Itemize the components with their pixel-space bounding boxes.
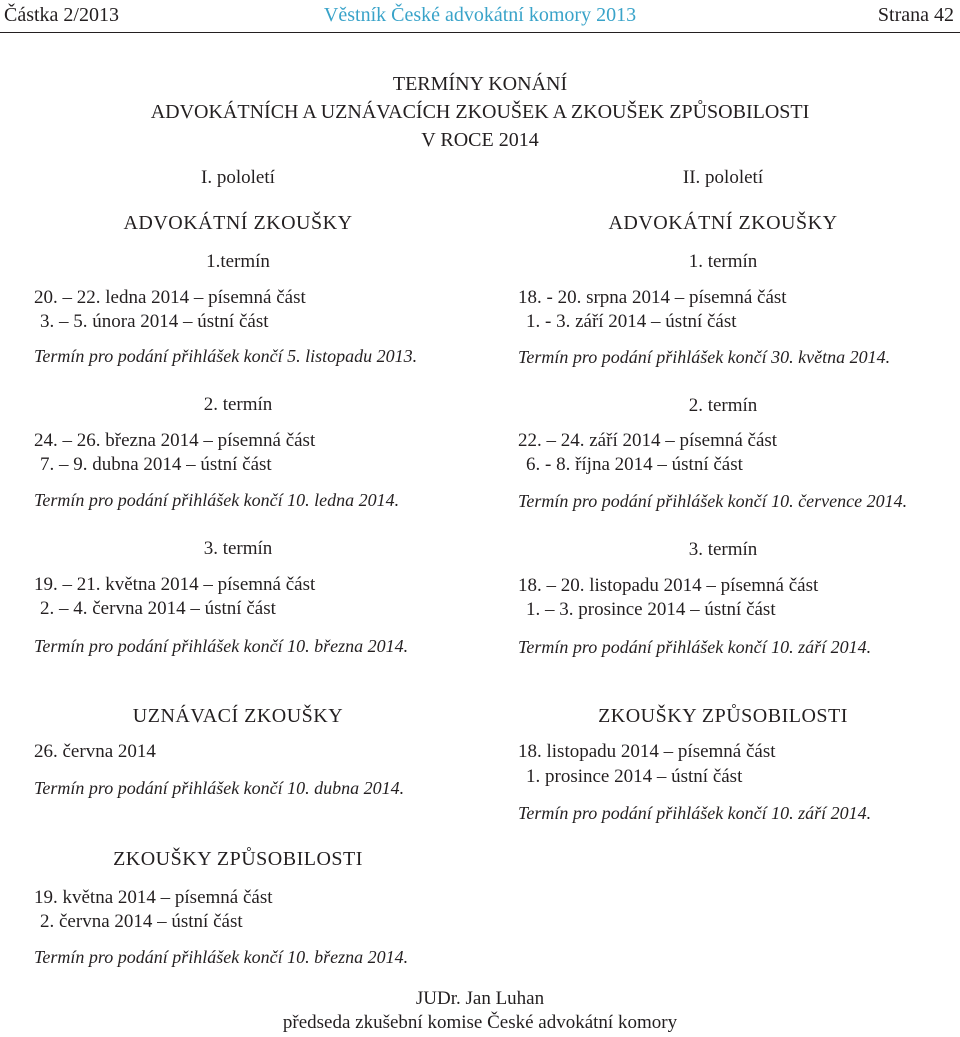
right-half-title: II. pololetí [682, 167, 764, 188]
left-term-2-deadline: Termín pro podání přihlášek končí 10. ledna 2014. [34, 490, 400, 510]
right-aptitude-title: ZKOUŠKY ZPŮSOBILOSTI [598, 705, 848, 727]
right-term-2-label: 2. termín [688, 395, 758, 416]
right-aptitude-line-1: 18. listopadu 2014 – písemná část [518, 741, 776, 762]
left-aptitude-deadline: Termín pro podání přihlášek končí 10. března 2014. [34, 947, 409, 967]
left-term-3-line-1: 19. – 21. května 2014 – písemná část [34, 574, 316, 595]
right-term-2-line-1: 22. – 24. září 2014 – písemná část [518, 430, 778, 451]
title-line-3: V ROCE 2014 [421, 129, 539, 151]
left-exam-title: ADVOKÁTNÍ ZKOUŠKY [123, 212, 353, 234]
title-line-1: TERMÍNY KONÁNÍ [392, 73, 568, 95]
left-term-2-label: 2. termín [203, 394, 273, 415]
left-term-1-line-1: 20. – 22. ledna 2014 – písemná část [34, 287, 306, 308]
left-term-1-line-2: 3. – 5. února 2014 – ústní část [40, 311, 269, 332]
right-term-2-line-2: 6. - 8. října 2014 – ústní část [526, 454, 743, 475]
right-term-3-line-2: 1. – 3. prosince 2014 – ústní část [526, 599, 776, 620]
right-term-3-deadline: Termín pro podání přihlášek končí 10. září 2014. [518, 637, 872, 657]
right-term-2-deadline: Termín pro podání přihlášek končí 10. července 2014. [518, 491, 908, 511]
right-term-1-line-2: 1. - 3. září 2014 – ústní část [526, 311, 737, 332]
left-aptitude-line-2: 2. června 2014 – ústní část [40, 911, 243, 932]
right-exam-title: ADVOKÁTNÍ ZKOUŠKY [608, 212, 838, 234]
right-term-3-label: 3. termín [688, 539, 758, 560]
left-half-title: I. pololetí [201, 167, 275, 188]
journal-title: Věstník České advokátní komory 2013 [323, 4, 637, 26]
left-aptitude-title: ZKOUŠKY ZPŮSOBILOSTI [113, 848, 363, 870]
left-aptitude-line-1: 19. května 2014 – písemná část [34, 887, 273, 908]
left-term-2-line-2: 7. – 9. dubna 2014 – ústní část [40, 454, 272, 475]
left-term-3-label: 3. termín [203, 538, 273, 559]
page-header [0, 2, 960, 32]
left-term-1-deadline: Termín pro podání přihlášek končí 5. listopadu 2013. [34, 346, 418, 366]
right-aptitude-line-2: 1. prosince 2014 – ústní část [526, 766, 743, 787]
signatory-role: předseda zkušební komise České advokátní komory [282, 1012, 678, 1033]
title-line-2: ADVOKÁTNÍCH A UZNÁVACÍCH ZKOUŠEK A ZKOUŠEK ZPŮSOBILOSTI [150, 101, 810, 123]
recognition-exam-title: UZNÁVACÍ ZKOUŠKY [132, 705, 344, 727]
left-term-3-deadline: Termín pro podání přihlášek končí 10. března 2014. [34, 636, 409, 656]
recognition-exam-deadline: Termín pro podání přihlášek končí 10. dubna 2014. [34, 778, 405, 798]
left-term-2-line-1: 24. – 26. března 2014 – písemná část [34, 430, 316, 451]
left-term-3-line-2: 2. – 4. června 2014 – ústní část [40, 598, 276, 619]
signatory-name: JUDr. Jan Luhan [415, 988, 545, 1009]
right-aptitude-deadline: Termín pro podání přihlášek končí 10. září 2014. [518, 803, 872, 823]
header-rule [0, 32, 960, 33]
right-term-1-line-1: 18. - 20. srpna 2014 – písemná část [518, 287, 787, 308]
document-title [0, 70, 960, 154]
issue-number: Částka 2/2013 [4, 4, 119, 26]
left-term-1-label: 1.termín [206, 251, 270, 272]
recognition-exam-date: 26. června 2014 [34, 741, 156, 762]
right-term-3-line-1: 18. – 20. listopadu 2014 – písemná část [518, 575, 819, 596]
right-term-1-label: 1. termín [688, 251, 758, 272]
page-number: Strana 42 [877, 4, 954, 26]
right-term-1-deadline: Termín pro podání přihlášek končí 30. května 2014. [518, 347, 891, 367]
